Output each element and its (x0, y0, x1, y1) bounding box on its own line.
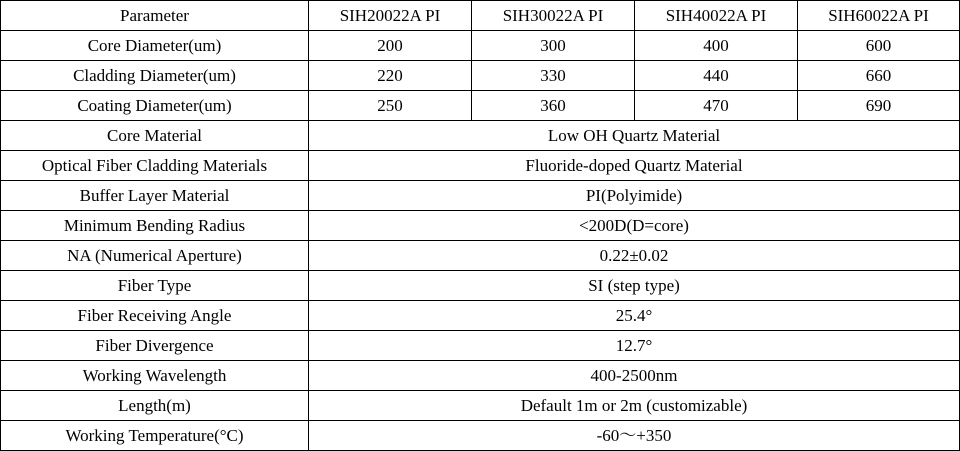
table-row-temperature (1, 421, 960, 451)
value-cell: 360 (472, 91, 635, 121)
row-label-cell: Length(m) (1, 391, 309, 421)
row-label-cell: Working Temperature(°C) (1, 421, 309, 451)
header-model-cell: SIH30022A PI (472, 1, 635, 31)
value-cell: 470 (635, 91, 798, 121)
header-model-cell: SIH40022A PI (635, 1, 798, 31)
shared-value-cell: Fluoride-doped Quartz Material (309, 151, 960, 181)
value-cell: 220 (309, 61, 472, 91)
shared-value-cell: Default 1m or 2m (customizable) (309, 391, 960, 421)
table-header-row (1, 1, 960, 31)
shared-value-cell: 400-2500nm (309, 361, 960, 391)
header-parameter-cell: Parameter (1, 1, 309, 31)
row-label-cell: Fiber Type (1, 271, 309, 301)
table-row-receiving-angle (1, 301, 960, 331)
table-row-core-diameter (1, 31, 960, 61)
value-cell: 690 (798, 91, 960, 121)
row-label-cell: Minimum Bending Radius (1, 211, 309, 241)
value-cell: 440 (635, 61, 798, 91)
header-model-cell: SIH20022A PI (309, 1, 472, 31)
value-cell: 660 (798, 61, 960, 91)
header-model-cell: SIH60022A PI (798, 1, 960, 31)
table-row-buffer-layer (1, 181, 960, 211)
row-label-cell: Optical Fiber Cladding Materials (1, 151, 309, 181)
row-label-cell: Core Diameter(um) (1, 31, 309, 61)
value-cell: 600 (798, 31, 960, 61)
table-row-core-material (1, 121, 960, 151)
value-cell: 250 (309, 91, 472, 121)
value-cell: 330 (472, 61, 635, 91)
row-label-cell: NA (Numerical Aperture) (1, 241, 309, 271)
row-label-cell: Working Wavelength (1, 361, 309, 391)
table-row-coating-diameter (1, 91, 960, 121)
row-label-cell: Fiber Receiving Angle (1, 301, 309, 331)
value-cell: 400 (635, 31, 798, 61)
table-row-divergence (1, 331, 960, 361)
table-row-cladding-materials (1, 151, 960, 181)
shared-value-cell: 0.22±0.02 (309, 241, 960, 271)
value-cell: 300 (472, 31, 635, 61)
table-row-wavelength (1, 361, 960, 391)
shared-value-cell: SI (step type) (309, 271, 960, 301)
row-label-cell: Buffer Layer Material (1, 181, 309, 211)
row-label-cell: Coating Diameter(um) (1, 91, 309, 121)
row-label-cell: Core Material (1, 121, 309, 151)
shared-value-cell: 25.4° (309, 301, 960, 331)
row-label-cell: Cladding Diameter(um) (1, 61, 309, 91)
table-row-fiber-type (1, 271, 960, 301)
row-label-cell: Fiber Divergence (1, 331, 309, 361)
table-row-bending-radius (1, 211, 960, 241)
shared-value-cell: PI(Polyimide) (309, 181, 960, 211)
shared-value-cell: Low OH Quartz Material (309, 121, 960, 151)
shared-value-cell: 12.7° (309, 331, 960, 361)
table-row-numerical-aperture (1, 241, 960, 271)
value-cell: 200 (309, 31, 472, 61)
shared-value-cell: -60～+350 (309, 421, 960, 451)
table-row-cladding-diameter (1, 61, 960, 91)
table-row-length (1, 391, 960, 421)
shared-value-cell: <200D(D=core) (309, 211, 960, 241)
